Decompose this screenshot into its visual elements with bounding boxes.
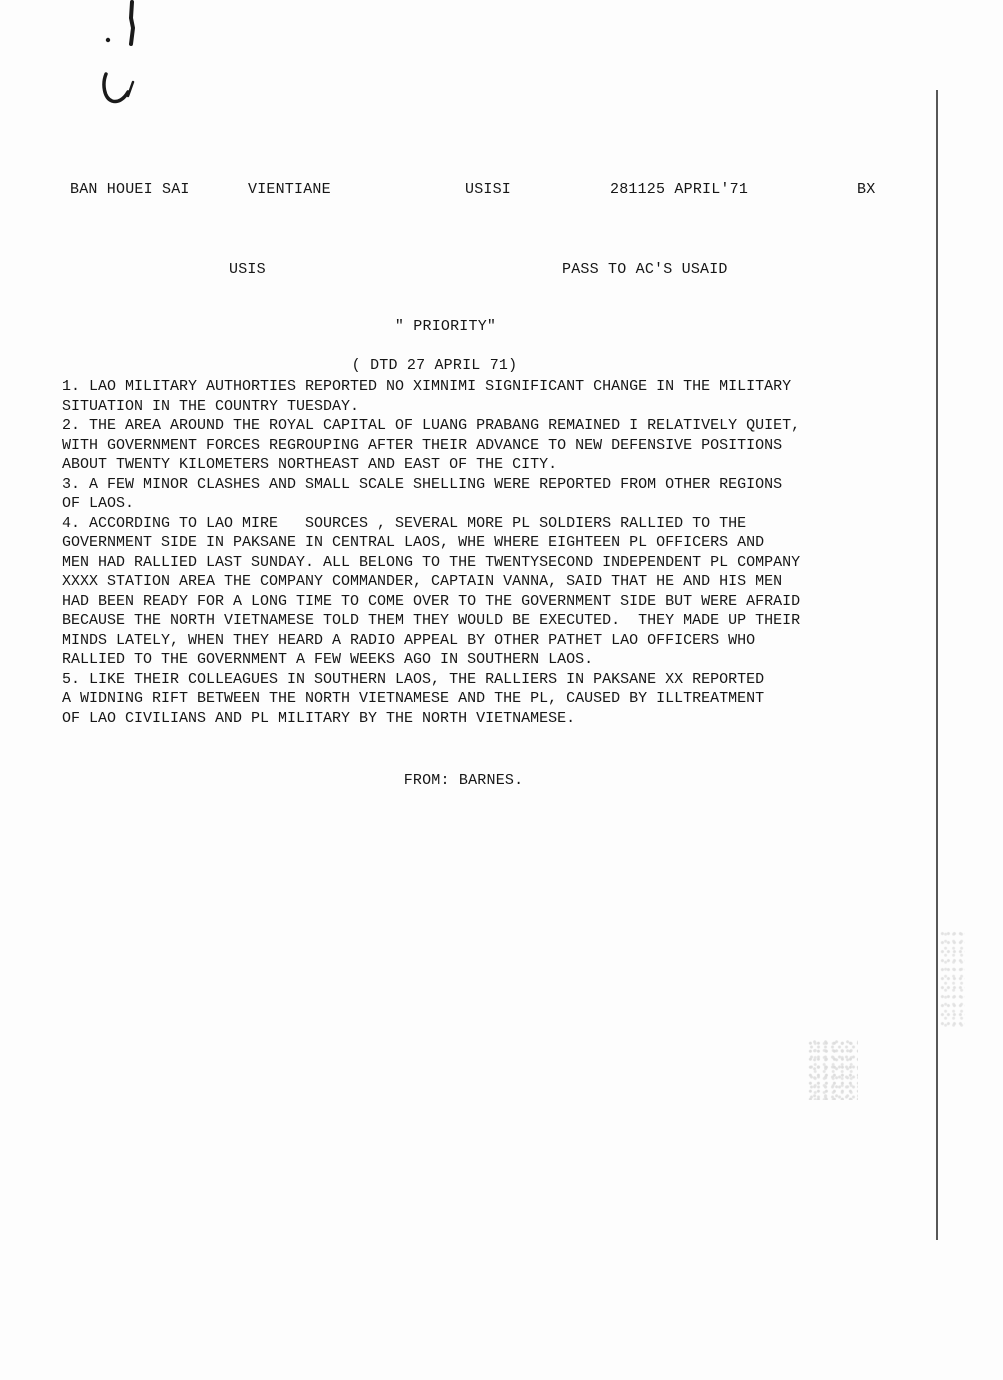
- addressee: USIS: [229, 261, 266, 278]
- body-line: MEN HAD RALLIED LAST SUNDAY. ALL BELONG TO THE TWENTYSECOND INDEPENDENT PL COMPANY: [62, 553, 801, 571]
- scan-speckle: [940, 930, 965, 1030]
- body-line: OF LAO CIVILIANS AND PL MILITARY BY THE NORTH VIETNAMESE.: [62, 709, 576, 727]
- pass-to: PASS TO AC'S USAID: [562, 261, 728, 278]
- body-line: 5. LIKE THEIR COLLEAGUES IN SOUTHERN LAOS, THE RALLIERS IN PAKSANE XX REPORTED: [62, 670, 765, 688]
- agency: USISI: [465, 181, 512, 198]
- body-line: HAD BEEN READY FOR A LONG TIME TO COME OVER TO THE GOVERNMENT SIDE BUT WERE AFRAID: [62, 592, 801, 610]
- priority-label: " PRIORITY": [394, 318, 497, 335]
- message-code: BX: [857, 181, 876, 198]
- page-edge-line: [936, 90, 938, 1240]
- date-line: ( DTD 27 APRIL 71): [351, 357, 518, 374]
- body-line: 1. LAO MILITARY AUTHORTIES REPORTED NO XIMNIMI SIGNIFICANT CHANGE IN THE MILITARY: [62, 378, 792, 395]
- body-line: MINDS LATELY, WHEN THEY HEARD A RADIO APPEAL BY OTHER PATHET LAO OFFICERS WHO: [62, 631, 756, 649]
- body-line: RALLIED TO THE GOVERNMENT A FEW WEEKS AGO IN SOUTHERN LAOS.: [62, 651, 594, 668]
- message-body: [62, 377, 882, 728]
- handwritten-mark: [98, 0, 148, 110]
- body-line: 3. A FEW MINOR CLASHES AND SMALL SCALE SHELLING WERE REPORTED FROM OTHER REGIONS: [62, 475, 783, 493]
- body-line: XXXX STATION AREA THE COMPANY COMMANDER, CAPTAIN VANNA, SAID THAT HE AND HIS MEN: [62, 573, 783, 590]
- body-line: GOVERNMENT SIDE IN PAKSANE IN CENTRAL LAOS, WHE WHERE EIGHTEEN PL OFFICERS AND: [62, 534, 765, 551]
- destination: VIENTIANE: [248, 181, 331, 198]
- body-line: A WIDNING RIFT BETWEEN THE NORTH VIETNAMESE AND THE PL, CAUSED BY ILLTREATMENT: [62, 690, 765, 707]
- datetime-group: 281125 APRIL'71: [610, 181, 749, 198]
- body-line: 2. THE AREA AROUND THE ROYAL CAPITAL OF LUANG PRABANG REMAINED I RELATIVELY QUIET,: [62, 417, 801, 434]
- origin: BAN HOUEI SAI: [70, 181, 190, 198]
- scan-speckle: [808, 1040, 858, 1100]
- signature: FROM: BARNES.: [403, 772, 524, 789]
- body-line: OF LAOS.: [62, 495, 135, 512]
- body-line: BECAUSE THE NORTH VIETNAMESE TOLD THEM THEY WOULD BE EXECUTED. THEY MADE UP THEIR: [62, 612, 801, 629]
- body-line: ABOUT TWENTY KILOMETERS NORTHEAST AND EAST OF THE CITY.: [62, 456, 558, 473]
- body-line: 4. ACCORDING TO LAO MIRE SOURCES , SEVERAL MORE PL SOLDIERS RALLIED TO THE: [62, 514, 747, 532]
- body-line: SITUATION IN THE COUNTRY TUESDAY.: [62, 397, 360, 415]
- body-line: WITH GOVERNMENT FORCES REGROUPING AFTER THEIR ADVANCE TO NEW DEFENSIVE POSITIONS: [62, 436, 783, 454]
